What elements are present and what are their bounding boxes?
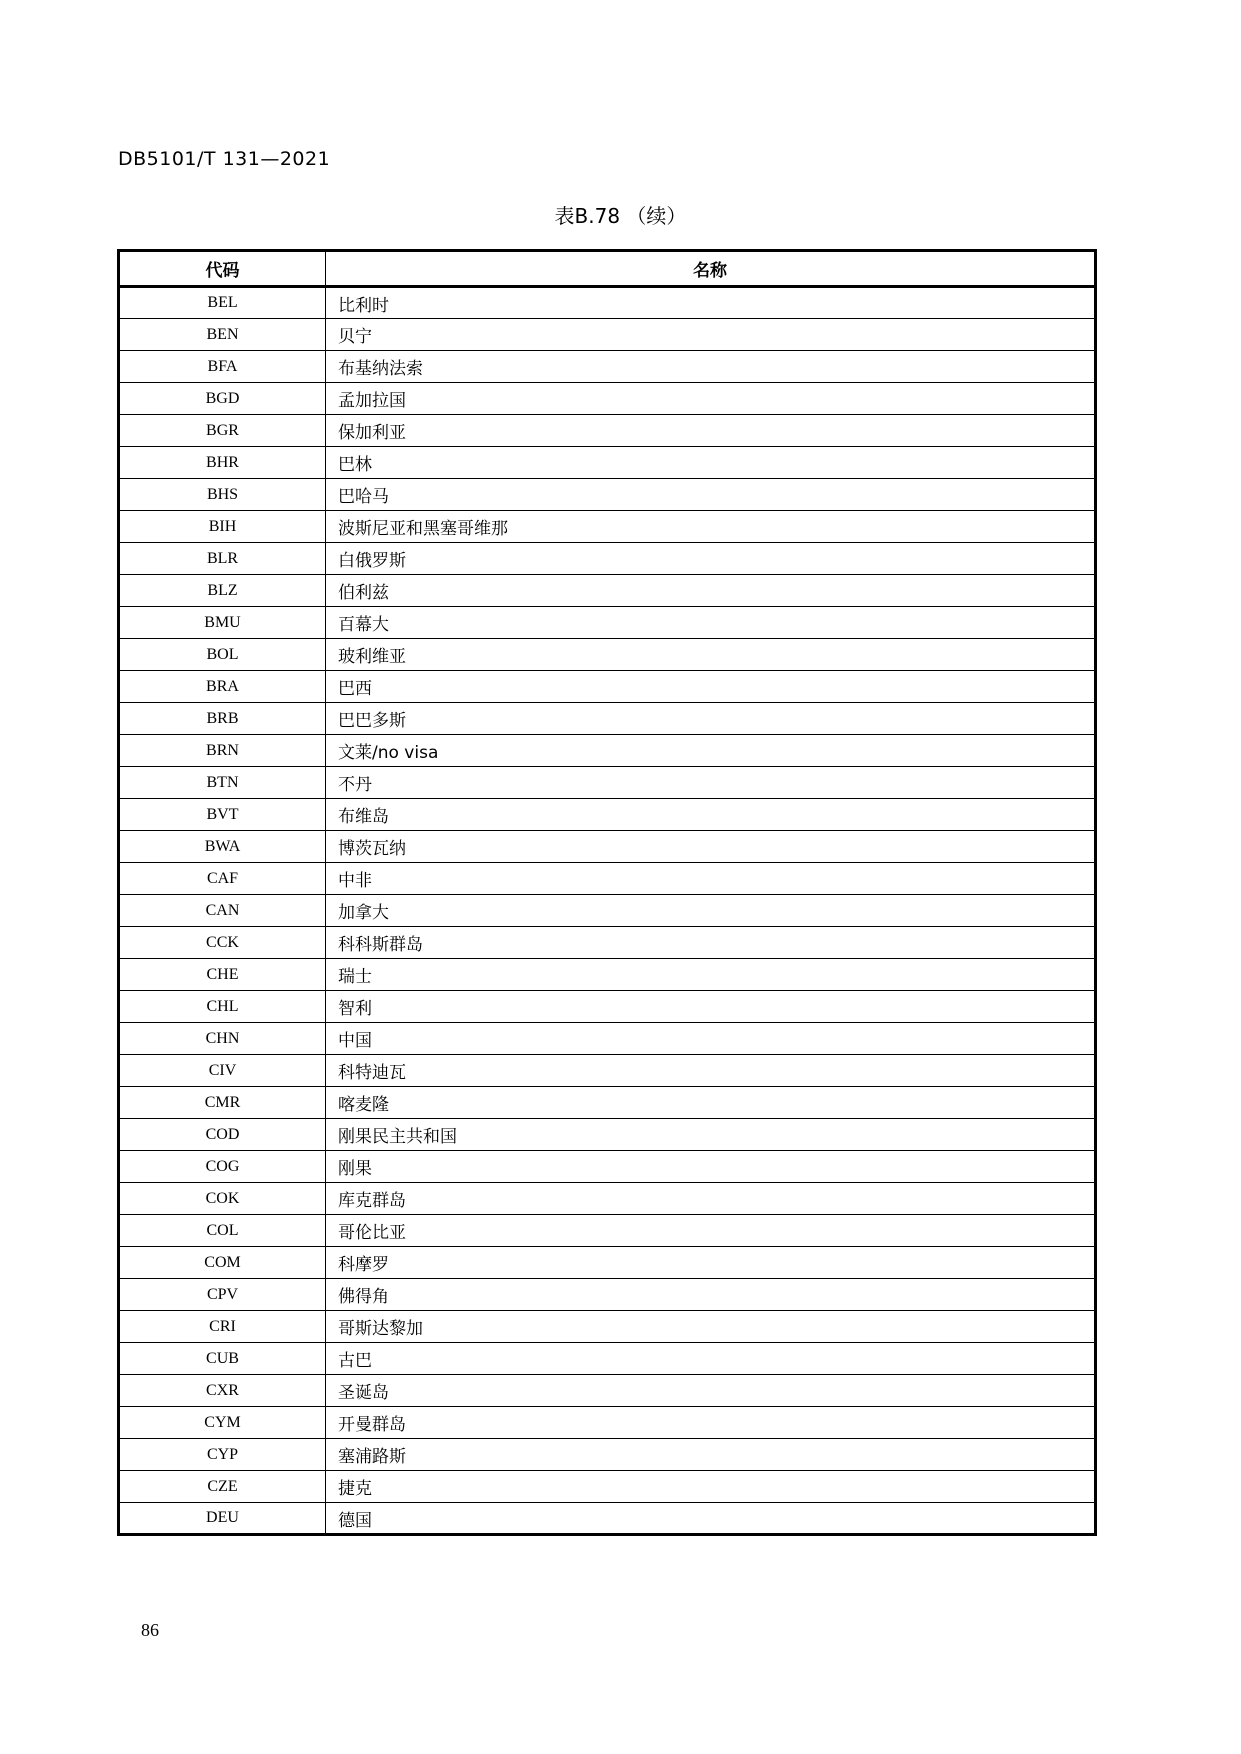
country-code-cell: BMU xyxy=(119,607,326,639)
country-name-cell: 哥斯达黎加 xyxy=(326,1311,1096,1343)
country-code-cell: BLZ xyxy=(119,575,326,607)
table-row xyxy=(119,1407,1096,1439)
country-code-cell: BFA xyxy=(119,351,326,383)
table-row xyxy=(119,799,1096,831)
country-code-cell: CYP xyxy=(119,1439,326,1471)
country-name-cell: 加拿大 xyxy=(326,895,1096,927)
country-code-cell: CZE xyxy=(119,1471,326,1503)
country-code-table xyxy=(117,249,1097,1536)
country-name-cell: 库克群岛 xyxy=(326,1183,1096,1215)
table-row xyxy=(119,1151,1096,1183)
country-name-cell: 捷克 xyxy=(326,1471,1096,1503)
country-name-cell: 孟加拉国 xyxy=(326,383,1096,415)
country-code-cell: BHR xyxy=(119,447,326,479)
table-row xyxy=(119,1503,1096,1535)
country-name-cell: 贝宁 xyxy=(326,319,1096,351)
country-code-cell: CXR xyxy=(119,1375,326,1407)
country-code-cell: BGD xyxy=(119,383,326,415)
country-code-cell: CYM xyxy=(119,1407,326,1439)
table-row xyxy=(119,287,1096,319)
country-code-cell: COG xyxy=(119,1151,326,1183)
table-row xyxy=(119,543,1096,575)
table-row xyxy=(119,1471,1096,1503)
table-row xyxy=(119,1119,1096,1151)
country-code-cell: BTN xyxy=(119,767,326,799)
table-row xyxy=(119,1439,1096,1471)
country-name-cell: 中国 xyxy=(326,1023,1096,1055)
country-name-cell: 喀麦隆 xyxy=(326,1087,1096,1119)
table-row xyxy=(119,415,1096,447)
country-name-cell: 巴哈马 xyxy=(326,479,1096,511)
country-name-cell: 巴西 xyxy=(326,671,1096,703)
table-row xyxy=(119,1247,1096,1279)
table-row xyxy=(119,575,1096,607)
country-name-cell: 佛得角 xyxy=(326,1279,1096,1311)
table-row xyxy=(119,383,1096,415)
country-code-cell: BIH xyxy=(119,511,326,543)
country-code-cell: BHS xyxy=(119,479,326,511)
country-code-cell: BRN xyxy=(119,735,326,767)
document-header: DB5101/T 131—2021 xyxy=(118,148,331,170)
table-row xyxy=(119,351,1096,383)
country-code-cell: CAN xyxy=(119,895,326,927)
country-code-cell: DEU xyxy=(119,1503,326,1535)
country-code-cell: CPV xyxy=(119,1279,326,1311)
table-row xyxy=(119,895,1096,927)
country-code-cell: BWA xyxy=(119,831,326,863)
country-code-cell: CHL xyxy=(119,991,326,1023)
country-name-cell: 科摩罗 xyxy=(326,1247,1096,1279)
country-name-cell: 刚果 xyxy=(326,1151,1096,1183)
country-code-cell: BVT xyxy=(119,799,326,831)
table-container xyxy=(117,249,1097,1536)
table-row xyxy=(119,671,1096,703)
table-row xyxy=(119,639,1096,671)
table-header-row xyxy=(119,251,1096,287)
country-name-cell: 保加利亚 xyxy=(326,415,1096,447)
country-code-cell: CRI xyxy=(119,1311,326,1343)
table-row xyxy=(119,1343,1096,1375)
country-name-cell: 科特迪瓦 xyxy=(326,1055,1096,1087)
page-number: 86 xyxy=(141,1620,159,1640)
table-row xyxy=(119,1215,1096,1247)
country-name-cell: 古巴 xyxy=(326,1343,1096,1375)
table-row xyxy=(119,1023,1096,1055)
country-name-cell: 开曼群岛 xyxy=(326,1407,1096,1439)
country-name-cell: 不丹 xyxy=(326,767,1096,799)
country-code-cell: CHE xyxy=(119,959,326,991)
table-row xyxy=(119,1279,1096,1311)
country-code-cell: CUB xyxy=(119,1343,326,1375)
country-name-cell: 白俄罗斯 xyxy=(326,543,1096,575)
country-name-cell: 瑞士 xyxy=(326,959,1096,991)
table-row xyxy=(119,831,1096,863)
country-name-cell: 布维岛 xyxy=(326,799,1096,831)
country-code-cell: CHN xyxy=(119,1023,326,1055)
table-row xyxy=(119,863,1096,895)
table-caption: 表B.78 （续） xyxy=(554,204,687,228)
table-row xyxy=(119,927,1096,959)
country-name-cell: 科科斯群岛 xyxy=(326,927,1096,959)
table-header xyxy=(119,251,1096,287)
country-code-cell: COM xyxy=(119,1247,326,1279)
country-code-cell: BRB xyxy=(119,703,326,735)
table-row xyxy=(119,767,1096,799)
table-row xyxy=(119,479,1096,511)
country-code-cell: BEL xyxy=(119,287,326,319)
country-name-cell: 巴巴多斯 xyxy=(326,703,1096,735)
country-code-cell: BRA xyxy=(119,671,326,703)
column-header-name: 名称 xyxy=(326,251,1096,287)
table-row xyxy=(119,1087,1096,1119)
table-row xyxy=(119,703,1096,735)
country-name-cell: 玻利维亚 xyxy=(326,639,1096,671)
table-body xyxy=(119,287,1096,1535)
country-name-cell: 文莱/no visa xyxy=(326,735,1096,767)
country-code-cell: BGR xyxy=(119,415,326,447)
table-row xyxy=(119,1055,1096,1087)
country-name-cell: 波斯尼亚和黑塞哥维那 xyxy=(326,511,1096,543)
country-code-cell: CAF xyxy=(119,863,326,895)
country-name-cell: 伯利兹 xyxy=(326,575,1096,607)
country-name-cell: 博茨瓦纳 xyxy=(326,831,1096,863)
table-row xyxy=(119,607,1096,639)
country-name-cell: 布基纳法索 xyxy=(326,351,1096,383)
country-name-cell: 刚果民主共和国 xyxy=(326,1119,1096,1151)
country-name-cell: 圣诞岛 xyxy=(326,1375,1096,1407)
table-row xyxy=(119,1375,1096,1407)
country-code-cell: CCK xyxy=(119,927,326,959)
country-name-cell: 中非 xyxy=(326,863,1096,895)
country-name-cell: 百幕大 xyxy=(326,607,1096,639)
country-code-cell: COD xyxy=(119,1119,326,1151)
country-name-cell: 比利时 xyxy=(326,287,1096,319)
country-code-cell: COK xyxy=(119,1183,326,1215)
column-header-code: 代码 xyxy=(119,251,326,287)
country-code-cell: COL xyxy=(119,1215,326,1247)
country-name-cell: 哥伦比亚 xyxy=(326,1215,1096,1247)
country-code-cell: CMR xyxy=(119,1087,326,1119)
country-name-cell: 德国 xyxy=(326,1503,1096,1535)
table-row xyxy=(119,447,1096,479)
country-name-cell: 塞浦路斯 xyxy=(326,1439,1096,1471)
country-name-cell: 巴林 xyxy=(326,447,1096,479)
table-row xyxy=(119,1183,1096,1215)
table-row xyxy=(119,991,1096,1023)
country-code-cell: CIV xyxy=(119,1055,326,1087)
country-name-cell: 智利 xyxy=(326,991,1096,1023)
country-code-cell: BEN xyxy=(119,319,326,351)
country-code-cell: BLR xyxy=(119,543,326,575)
table-row xyxy=(119,319,1096,351)
table-row xyxy=(119,1311,1096,1343)
country-code-cell: BOL xyxy=(119,639,326,671)
table-row xyxy=(119,735,1096,767)
table-row xyxy=(119,959,1096,991)
table-row xyxy=(119,511,1096,543)
